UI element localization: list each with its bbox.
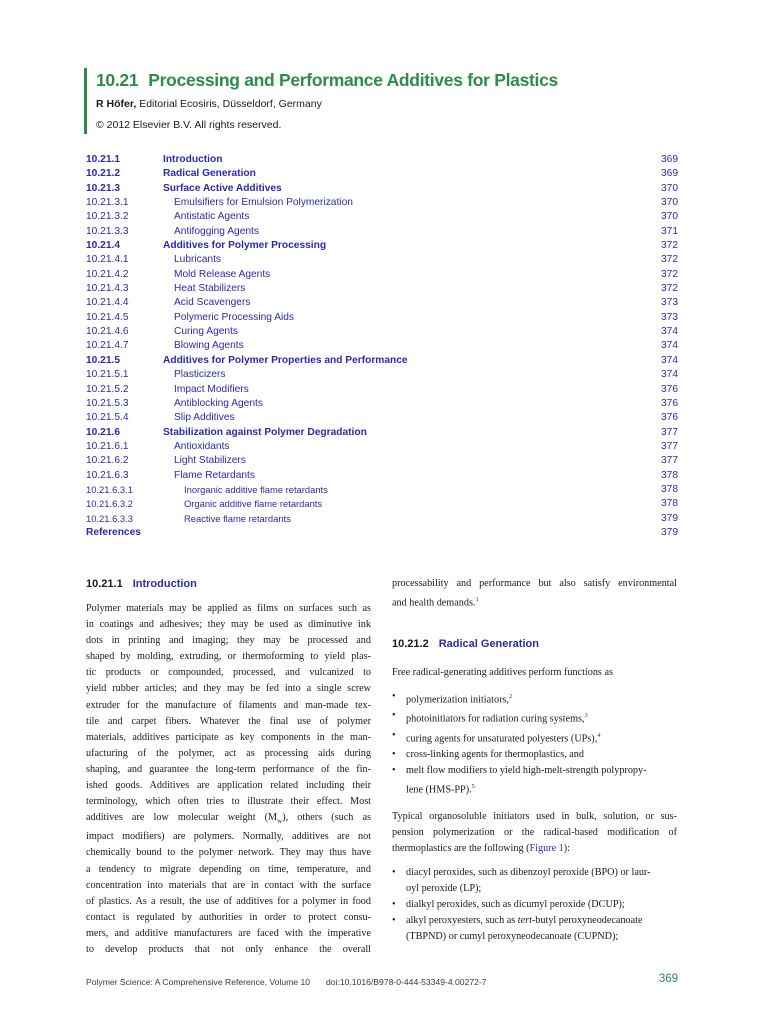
text-line: concentration into materials that are in contact with the surface xyxy=(86,879,371,891)
toc-number: References xyxy=(86,526,141,538)
toc-number: 10.21.6.3 xyxy=(86,469,129,481)
toc-number: 10.21.4.1 xyxy=(86,254,129,266)
toc-page: 373 xyxy=(661,311,678,323)
table-of-contents xyxy=(86,153,678,540)
reference-marker[interactable]: 5 xyxy=(471,783,475,791)
toc-row[interactable] xyxy=(86,225,678,239)
section-number: 10.21.2 xyxy=(392,637,429,650)
bullet-item xyxy=(392,865,677,897)
toc-title[interactable]: Flame Retardants xyxy=(174,469,255,481)
toc-title[interactable]: Impact Modifiers xyxy=(174,383,249,395)
toc-title[interactable]: Heat Stabilizers xyxy=(174,283,246,295)
toc-page: 379 xyxy=(661,512,678,524)
toc-number: 10.21.1 xyxy=(86,154,120,165)
text-line: dots in printing and imaging; they may be processed and xyxy=(86,635,371,647)
copyright: © 2012 Elsevier B.V. All rights reserved. xyxy=(96,119,282,131)
toc-row[interactable] xyxy=(86,268,678,282)
toc-number: 10.21.5.1 xyxy=(86,369,129,381)
toc-page: 378 xyxy=(661,469,678,481)
bullet-item xyxy=(392,913,677,945)
toc-number: 10.21.5.2 xyxy=(86,383,129,395)
toc-number: 10.21.5.4 xyxy=(86,412,129,424)
toc-row[interactable] xyxy=(86,182,678,196)
toc-page: 376 xyxy=(661,383,678,395)
toc-page: 377 xyxy=(661,426,678,438)
toc-title[interactable]: Additives for Polymer Properties and Performance xyxy=(163,354,408,366)
toc-row[interactable] xyxy=(86,210,678,224)
bullet-text: polymerization initiators, xyxy=(406,694,509,706)
chapter-header xyxy=(84,68,684,134)
text-line: shaped by molding, extruding, or thermoforming to yield plas- xyxy=(86,651,371,663)
toc-row[interactable] xyxy=(86,469,678,483)
text-line-content: and health demands. xyxy=(392,597,476,609)
toc-number: 10.21.4 xyxy=(86,240,120,252)
toc-row[interactable] xyxy=(86,196,678,210)
toc-number: 10.21.6.3.3 xyxy=(86,512,133,524)
toc-number: 10.21.5 xyxy=(86,354,120,366)
toc-page: 374 xyxy=(661,369,678,381)
text-line: additives are low molecular weight $(M_w)$, others (such as xyxy=(86,812,372,826)
toc-number: 10.21.4.2 xyxy=(86,268,129,280)
author-line xyxy=(96,98,322,110)
toc-page: 379 xyxy=(661,526,678,538)
introduction-paragraph xyxy=(86,601,371,958)
toc-row[interactable] xyxy=(86,397,678,411)
text-line: to develop products that not only enhance the overall xyxy=(86,944,371,955)
toc-title[interactable]: Antistatic Agents xyxy=(174,211,250,223)
section-title: Introduction xyxy=(132,578,197,590)
toc-title[interactable]: Surface Active Additives xyxy=(163,182,282,194)
toc-page: 370 xyxy=(661,182,678,194)
figure-link[interactable]: Figure 1 xyxy=(529,842,564,854)
toc-page: 370 xyxy=(661,211,678,223)
toc-title[interactable]: Radical Generation xyxy=(163,168,256,180)
toc-number: 10.21.4.5 xyxy=(86,311,129,323)
toc-title[interactable]: Antioxidants xyxy=(174,440,230,452)
toc-title[interactable]: Polymeric Processing Aids xyxy=(174,311,295,323)
reference-marker[interactable]: 2 xyxy=(508,692,513,700)
text-line: tic products or compounded, processed, and vulcanized to xyxy=(86,667,371,679)
chapter-title-text: Processing and Performance Additives for Plastics xyxy=(148,70,558,90)
bullet-item xyxy=(392,763,677,799)
toc-page: 378 xyxy=(661,498,678,510)
text-line-content: thermoplastics are the following ( xyxy=(392,842,530,854)
bullet-item xyxy=(392,689,677,708)
toc-row[interactable] xyxy=(86,426,678,440)
text-line: ished goods. Additives are application related including their xyxy=(86,780,371,792)
toc-number: 10.21.6.2 xyxy=(86,455,129,467)
toc-number: 10.21.3.1 xyxy=(86,197,129,209)
introduction-continuation xyxy=(392,576,677,612)
toc-page: 370 xyxy=(661,197,678,209)
toc-page: 374 xyxy=(661,354,678,366)
text-line: impact modifiers) are polymers. Normally, additives are not xyxy=(86,831,371,843)
bullet-text: melt flow modifiers to yield high-melt-strength polypropy- xyxy=(406,765,647,777)
toc-page: 371 xyxy=(661,225,678,237)
toc-page: 372 xyxy=(661,240,678,252)
toc-row[interactable] xyxy=(86,526,678,540)
section-number: 10.21.1 xyxy=(86,578,123,590)
toc-title[interactable]: Antifogging Agents xyxy=(174,225,259,237)
bullet-text-cont: (TBPND) or cumyl peroxyneodecanoate (CUPND); xyxy=(406,931,619,943)
toc-number: 10.21.3.3 xyxy=(86,225,129,237)
footer-journal: Polymer Science: A Comprehensive Reference, Volume 10 xyxy=(86,977,311,987)
toc-title[interactable]: Plasticizers xyxy=(174,369,226,381)
footer-page-number: 369 xyxy=(658,973,678,985)
bullet-item xyxy=(392,897,677,913)
bullet-text-italic: tert xyxy=(517,915,532,927)
toc-title[interactable]: Introduction xyxy=(163,154,223,165)
toc-title[interactable]: Stabilization against Polymer Degradation xyxy=(163,426,367,438)
text-line xyxy=(392,841,677,857)
toc-row[interactable] xyxy=(86,483,678,497)
chapter-title xyxy=(96,70,558,91)
toc-number: 10.21.2 xyxy=(86,168,120,180)
text-line: yield rubber articles; and they may be fed into a single screw xyxy=(86,683,371,695)
toc-number: 10.21.4.3 xyxy=(86,283,129,295)
right-column xyxy=(392,576,677,946)
text-line xyxy=(392,809,677,825)
text-line: contact is regulated by authorities in order to protect consu- xyxy=(86,911,371,923)
toc-page: 377 xyxy=(661,440,678,452)
toc-row[interactable] xyxy=(86,411,678,425)
toc-row[interactable] xyxy=(86,440,678,454)
bullet-text: dialkyl peroxides, such as dicumyl peroxide (DCUP); xyxy=(406,899,625,911)
bullet-text: alkyl peroxyesters, such as xyxy=(406,915,518,927)
page-footer xyxy=(86,973,678,989)
toc-row[interactable] xyxy=(86,497,678,511)
text-line xyxy=(392,592,677,611)
text-line-content: pension polymerization or the radical-based modification of xyxy=(392,826,677,838)
toc-title[interactable]: Antiblocking Agents xyxy=(174,397,263,409)
text-line: terminology, which often tries to illustrate their effect. Most xyxy=(86,796,371,808)
footer-doi: doi:10.1016/B978-0-444-53349-4.00272-7 xyxy=(326,977,487,987)
toc-row[interactable] xyxy=(86,454,678,468)
toc-row[interactable] xyxy=(86,354,678,368)
header-accent-bar xyxy=(84,68,87,134)
toc-title[interactable]: Light Stabilizers xyxy=(174,455,246,467)
toc-number: 10.21.3.2 xyxy=(86,211,129,223)
bullet-item xyxy=(392,747,677,763)
toc-row[interactable] xyxy=(86,282,678,296)
toc-title[interactable]: Emulsifiers for Emulsion Polymerization xyxy=(174,197,353,209)
bullet-text: photoinitiators for radiation curing systems, xyxy=(406,713,585,725)
bullet-item xyxy=(392,708,677,727)
bullet-item xyxy=(392,728,677,747)
text-line-content: processability and performance but also satisfy environmental xyxy=(392,578,677,589)
toc-row[interactable] xyxy=(86,153,678,167)
section-heading-introduction xyxy=(86,576,371,592)
chapter-number: 10.21 xyxy=(96,70,139,90)
toc-row[interactable] xyxy=(86,339,678,353)
peroxide-list xyxy=(392,865,677,945)
toc-page: 377 xyxy=(661,455,678,467)
text-line: mers, and additive manufacturers are faced with the imperative xyxy=(86,927,371,939)
reference-marker[interactable]: 3 xyxy=(584,712,588,720)
bullet-text: -butyl peroxyneodecanoate xyxy=(531,915,643,927)
text-line: a tendency to migrate depending on time, temperature, and xyxy=(86,863,371,875)
toc-number: 10.21.4.6 xyxy=(86,326,129,338)
section-title: Radical Generation xyxy=(438,637,539,650)
author-affiliation: Editorial Ecosiris, Düsseldorf, Germany xyxy=(139,98,322,110)
toc-title[interactable]: Curing Agents xyxy=(174,326,238,338)
toc-row[interactable] xyxy=(86,383,678,397)
toc-number: 10.21.4.7 xyxy=(86,340,129,352)
toc-row[interactable] xyxy=(86,253,678,267)
bullet-text-cont: oyl peroxide (LP); xyxy=(406,883,482,895)
toc-page: 369 xyxy=(661,168,678,180)
toc-number: 10.21.6.3.2 xyxy=(86,498,133,510)
toc-number: 10.21.6.3.1 xyxy=(86,483,133,495)
toc-row[interactable] xyxy=(86,167,678,181)
left-column xyxy=(86,576,371,958)
text-line: tile and carpet fibers. Whatever the final use of polymer xyxy=(86,715,371,727)
toc-page: 372 xyxy=(661,283,678,295)
radical-function-list xyxy=(392,689,677,799)
text-line: ufacturing of the polymer, act as processing aids during xyxy=(86,747,371,759)
toc-row[interactable] xyxy=(86,368,678,382)
text-line-end: ): xyxy=(563,842,570,854)
reference-marker[interactable]: 1 xyxy=(475,596,479,604)
toc-page: 369 xyxy=(661,154,678,165)
author-name: R Höfer, xyxy=(96,98,137,110)
toc-number: 10.21.3 xyxy=(86,182,120,194)
toc-page: 372 xyxy=(661,268,678,280)
bullet-text: curing agents for unsaturated polyesters (UPs), xyxy=(406,733,598,745)
text-line: extruder for the manufacture of filaments and man-made tex- xyxy=(86,699,371,711)
text-line xyxy=(392,576,677,592)
text-line: of plastics. As a result, the use of additives for a polymer in food xyxy=(86,895,371,907)
section-heading-radical-generation xyxy=(392,636,677,652)
bullet-text-cont: lene (HMS-PP). xyxy=(406,784,472,796)
toc-page: 374 xyxy=(661,326,678,338)
toc-row[interactable] xyxy=(86,512,678,526)
toc-page: 374 xyxy=(661,340,678,352)
toc-row[interactable] xyxy=(86,296,678,310)
toc-row[interactable] xyxy=(86,311,678,325)
toc-title[interactable]: Lubricants xyxy=(174,254,222,266)
bullet-text: cross-linking agents for thermoplastics, and xyxy=(406,749,584,761)
radical-lead: Free radical-generating additives perform functions as xyxy=(392,666,613,678)
toc-number: 10.21.5.3 xyxy=(86,397,129,409)
toc-title[interactable]: Slip Additives xyxy=(174,412,235,424)
toc-title[interactable]: Inorganic additive flame retardants xyxy=(184,483,328,495)
text-line: shaping, and guarantee the long-term performance of the fin- xyxy=(86,763,371,775)
text-line-content: Typical organosoluble initiators used in bulk, solution, or sus- xyxy=(392,810,677,822)
toc-row[interactable] xyxy=(86,239,678,253)
toc-number: 10.21.6 xyxy=(86,426,120,438)
toc-page: 376 xyxy=(661,412,678,424)
toc-title[interactable]: Organic additive flame retardants xyxy=(184,498,323,510)
text-line: materials, additives participate as key components in the man- xyxy=(86,731,371,743)
toc-number: 10.21.6.1 xyxy=(86,440,129,452)
text-line: Polymer materials may be applied as films on surfaces such as xyxy=(86,603,371,614)
toc-page: 378 xyxy=(661,483,678,495)
toc-page: 376 xyxy=(661,397,678,409)
toc-row[interactable] xyxy=(86,325,678,339)
bullet-text: diacyl peroxides, such as dibenzoyl peroxide (BPO) or laur- xyxy=(406,867,651,879)
reference-marker[interactable]: 4 xyxy=(597,731,601,739)
toc-title[interactable]: Reactive flame retardants xyxy=(184,512,291,524)
toc-number: 10.21.4.4 xyxy=(86,297,129,309)
toc-title[interactable]: Blowing Agents xyxy=(174,340,244,352)
initiators-paragraph xyxy=(392,809,677,857)
toc-title[interactable]: Mold Release Agents xyxy=(174,268,271,280)
text-line: in coatings and adhesives; they may be used as diminutive ink xyxy=(86,619,371,631)
toc-title[interactable]: Additives for Polymer Processing xyxy=(163,240,327,252)
text-line xyxy=(392,825,677,841)
text-line: chemically bound to the polymer network. They may thus have xyxy=(86,847,371,859)
toc-title[interactable]: Acid Scavengers xyxy=(174,297,251,309)
toc-page: 373 xyxy=(661,297,678,309)
toc-page: 372 xyxy=(661,254,678,266)
